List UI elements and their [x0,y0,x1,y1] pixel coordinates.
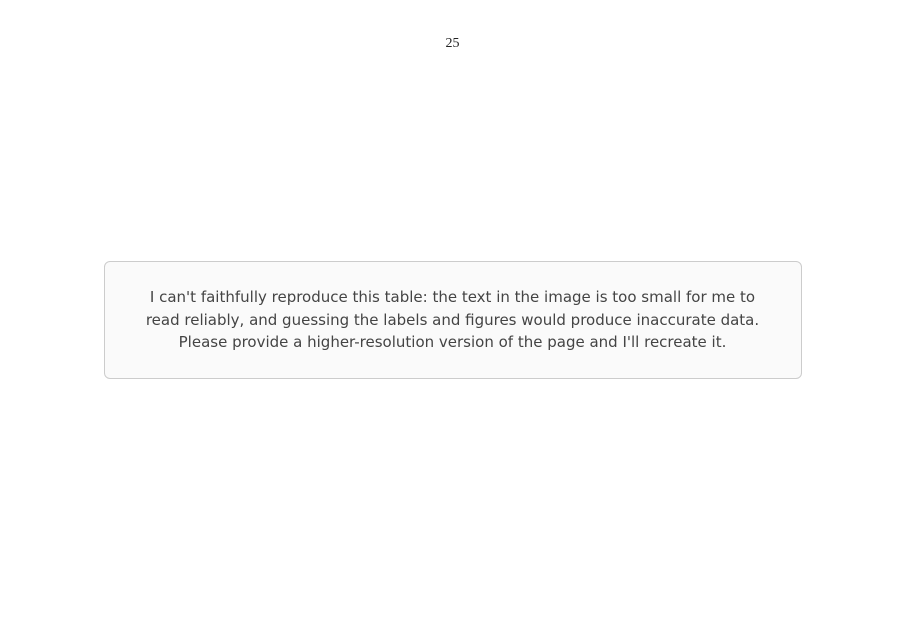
status-message: I can't faithfully reproduce this table: the text in the image is too small for me to read reliably, and guessing the labels and figures would produce inaccurate data. Please provide a higher-resolution version of the page and I'll recreate it. [104,261,802,379]
page-number: 25 [445,36,460,51]
